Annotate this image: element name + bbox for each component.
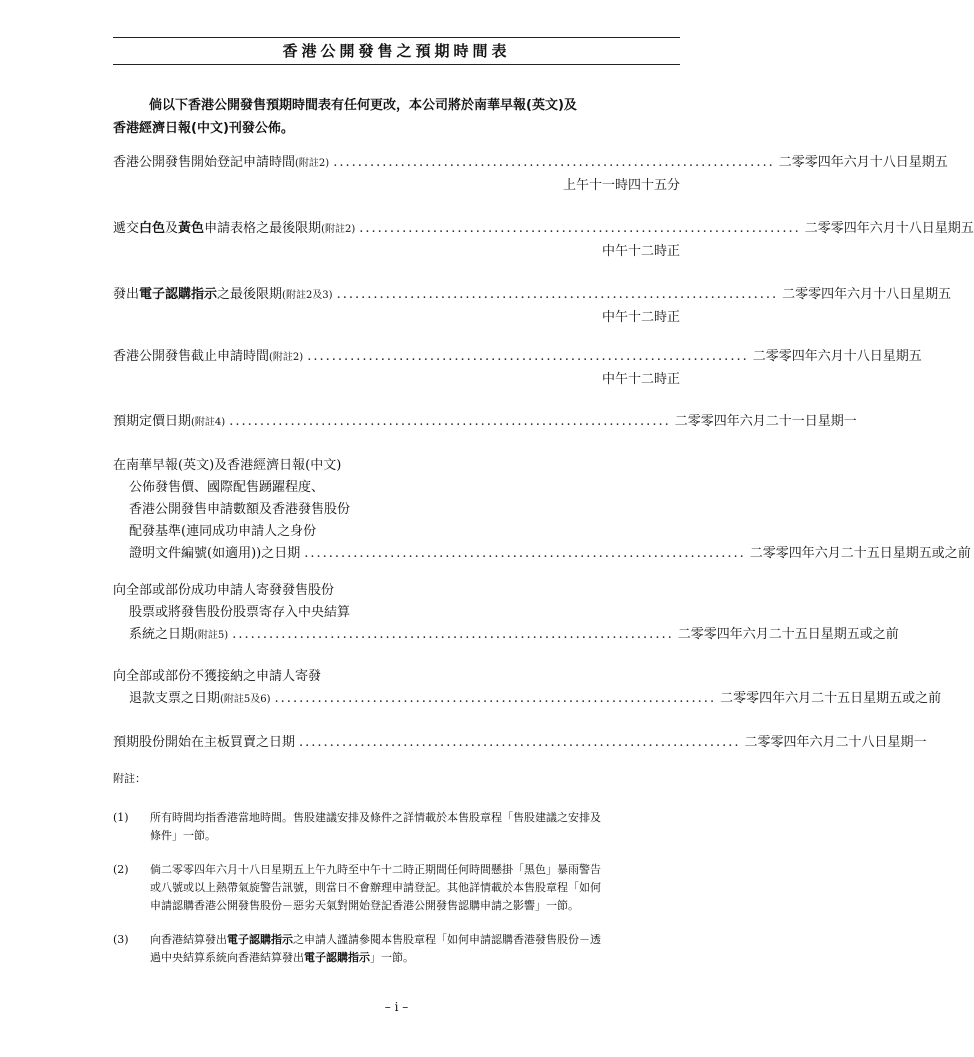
- entry-date: 二零零四年六月十八日星期五: [804, 221, 974, 236]
- entry-date: 二零零四年六月二十一日星期一: [674, 414, 857, 429]
- entry-note: (附註2): [321, 224, 356, 235]
- entry-label-part: 申請表格之最後限期: [204, 221, 322, 236]
- footnote-2: [113, 861, 680, 915]
- entry-label-line: 向全部或部份成功申請人寄發發售股份: [113, 583, 335, 598]
- timetable-entry-share-certificates: [113, 580, 899, 647]
- leader-dots: ........................................................................: [307, 349, 749, 364]
- entry-date: 二零零四年六月二十八日星期一: [744, 735, 927, 750]
- entry-label-part: 之最後限期: [217, 287, 283, 302]
- timetable-entry-form-deadline: [113, 218, 974, 263]
- entry-date: 二零零四年六月二十五日星期五或之前: [749, 546, 971, 561]
- footnote-line: 所有時間均指香港當地時間。售股建議安排及條件之詳情載於本售股章程「售股建議之安排及: [150, 811, 601, 824]
- entry-date: 二零零四年六月二十五日星期五或之前: [720, 691, 942, 706]
- timetable-entry-dealings-commence: [113, 732, 927, 754]
- entry-note: (附註2及3): [282, 290, 333, 301]
- footnote-number: (2): [113, 863, 129, 876]
- intro-line-1: 倘以下香港公開發售預期時間表有任何更改，本公司將於南華早報(英文)及: [149, 98, 577, 113]
- timetable-entry-refund-cheques: [113, 666, 942, 711]
- footnote-number: (1): [113, 811, 129, 824]
- entry-label-part: 發出: [113, 287, 140, 302]
- footnote-3: [113, 931, 680, 967]
- intro-paragraph: [113, 94, 680, 140]
- entry-time: 中午十二時正: [601, 310, 680, 325]
- footnote-line: 條件」一節。: [150, 829, 216, 842]
- entry-label: 香港公開發售開始登記申請時間: [113, 155, 296, 170]
- footnote-line: 申請認購香港公開發售股份－惡劣天氣對開始登記香港公開發售認購申請之影響」一節。: [150, 899, 579, 912]
- entry-date: 二零零四年六月十八日星期五: [778, 155, 948, 170]
- entry-label: 預期股份開始在主板買賣之日期: [113, 735, 296, 750]
- footnote-text-bold: 電子認購指示: [227, 933, 293, 946]
- leader-dots: ........................................................................: [299, 735, 741, 750]
- timetable-entry-announcement: [113, 455, 971, 565]
- entry-label-line: 在南華早報(英文)及香港經濟日報(中文): [113, 458, 342, 473]
- notes-heading: 附註：: [113, 772, 146, 785]
- page-title: 香港公開發售之預期時間表: [282, 42, 511, 60]
- footnote-text: 向香港結算發出: [150, 933, 227, 946]
- footnote-line: 或八號或以上熱帶氣旋警告訊號，則當日不會辦理申請登記。其他詳情載於本售股章程「如何: [150, 881, 601, 894]
- timetable-entry-electronic-instructions-deadline: [113, 284, 952, 329]
- entry-note: (附註5及6): [220, 694, 271, 705]
- entry-label-line: 配發基準(連同成功申請人之身份: [129, 524, 317, 539]
- entry-label-line: 公佈發售價、國際配售踴躍程度、: [129, 480, 325, 495]
- leader-dots: ........................................................................: [333, 155, 775, 170]
- timetable-entry-price-determination: [113, 411, 857, 434]
- leader-dots: ........................................................................: [232, 627, 674, 642]
- entry-label-line: 退款支票之日期: [129, 691, 221, 706]
- entry-note: (附註5): [194, 630, 229, 641]
- timetable-entry-application-lists-close: [113, 346, 922, 391]
- leader-dots: ........................................................................: [274, 691, 717, 706]
- entry-label-bold: 電子認購指示: [139, 287, 218, 302]
- entry-label-part: 遞交: [113, 221, 140, 236]
- leader-dots: ........................................................................: [229, 414, 671, 429]
- entry-time: 中午十二時正: [601, 244, 680, 259]
- entry-label-line: 系統之日期: [129, 627, 195, 642]
- timetable-entry-application-lists-open: [113, 152, 948, 197]
- entry-label-line: 證明文件編號(如適用))之日期: [129, 546, 301, 561]
- footnote-text: 」一節。: [370, 951, 414, 964]
- leader-dots: ........................................................................: [336, 287, 779, 302]
- page-number: – i –: [384, 1000, 409, 1014]
- footnote-text: 之申請人謹請參閱本售股章程「如何申請認購香港發售股份－透: [293, 933, 601, 946]
- entry-date: 二零零四年六月十八日星期五: [752, 349, 922, 364]
- entry-label-bold: 黃色: [178, 221, 205, 236]
- entry-label: 預期定價日期: [113, 414, 192, 429]
- entry-date: 二零零四年六月十八日星期五: [782, 287, 952, 302]
- entry-note: (附註4): [191, 417, 226, 428]
- entry-time: 上午十一時四十五分: [562, 178, 680, 193]
- entry-label: 香港公開發售截止申請時間: [113, 349, 270, 364]
- header-bottom-rule: [113, 64, 680, 65]
- footnote-text-bold: 電子認購指示: [304, 951, 370, 964]
- leader-dots: ........................................................................: [359, 221, 801, 236]
- entry-label-line: 向全部或部份不獲接納之申請人寄發: [113, 669, 322, 684]
- entry-time: 中午十二時正: [601, 372, 680, 387]
- footnote-line: 倘二零零四年六月十八日星期五上午九時至中午十二時正期間任何時間懸掛「黑色」暴雨警告: [150, 863, 601, 876]
- leader-dots: ........................................................................: [304, 546, 746, 561]
- entry-label-line: 香港公開發售申請數額及香港發售股份: [129, 502, 351, 517]
- entry-note: (附註2): [269, 352, 304, 363]
- footnote-number: (3): [113, 933, 129, 946]
- entry-label-line: 股票或將發售股份股票寄存入中央結算: [129, 605, 351, 620]
- entry-date: 二零零四年六月二十五日星期五或之前: [677, 627, 899, 642]
- footnote-1: [113, 809, 680, 845]
- entry-label-part: 及: [165, 221, 179, 236]
- intro-line-2: 香港經濟日報(中文)刊發公佈。: [113, 121, 294, 136]
- footnote-text: 過中央結算系統向香港結算發出: [150, 951, 304, 964]
- entry-note: (附註2): [295, 158, 330, 169]
- entry-label-bold: 白色: [139, 221, 166, 236]
- header-top-rule: [113, 37, 680, 38]
